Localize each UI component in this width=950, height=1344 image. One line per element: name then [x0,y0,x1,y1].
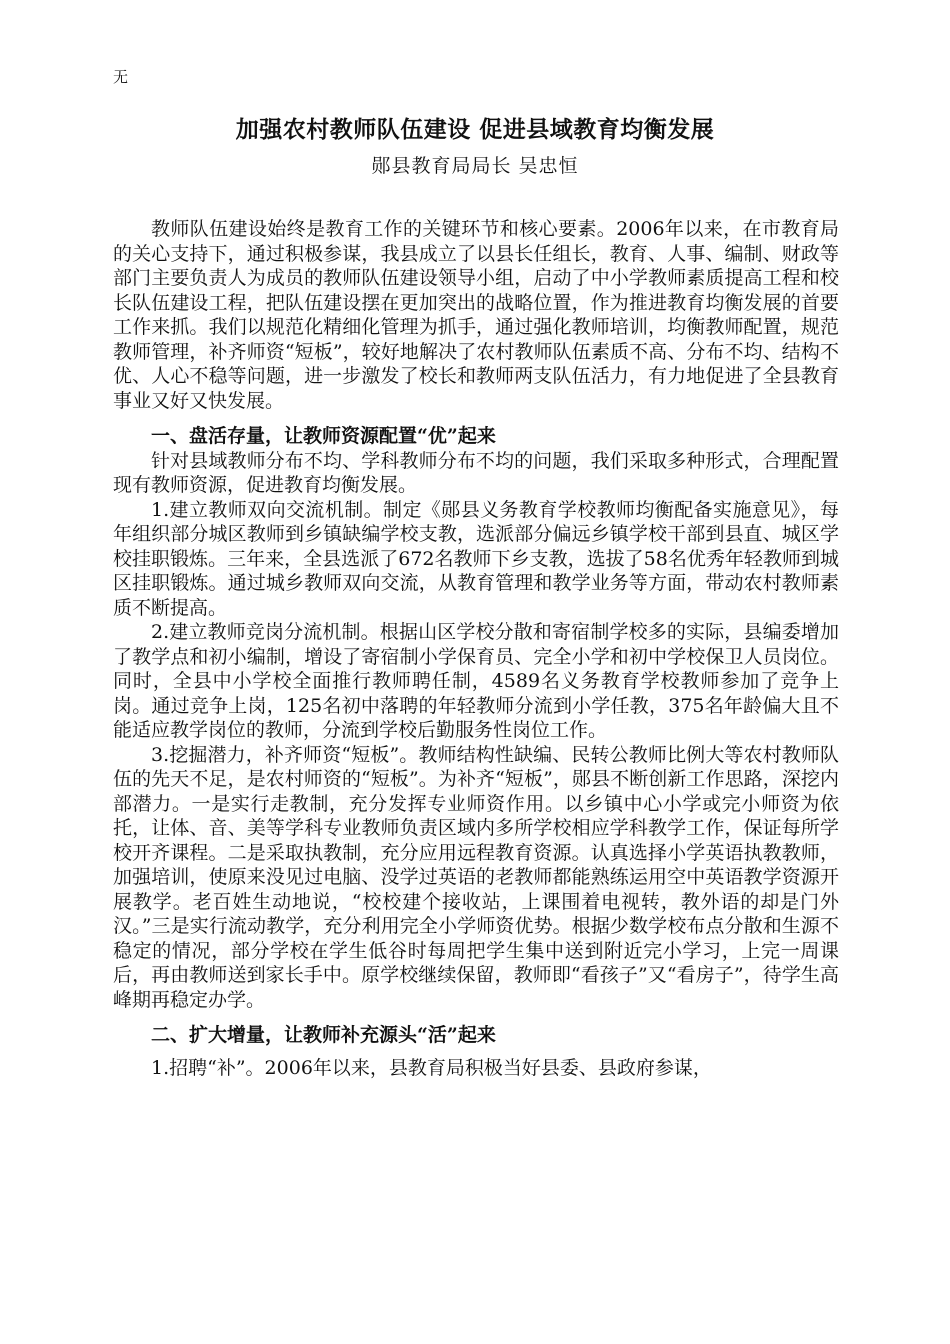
section-2-item-1: 1.招聘“补”。2006年以来，县教育局积极当好县委、县政府参谋， [151,1056,712,1079]
section-2-heading: 二、扩大增量，让教师补充源头“活”起来 [151,1024,496,1046]
article-body [113,217,839,1080]
author-byline: 郧县教育局局长 吴忠恒 [371,155,579,177]
section-1-item-2: 2.建立教师竞岗分流机制。根据山区学校分散和寄宿制学校多的实际，县编委增加了教学点和初小编制，增设了寄宿制小学保育员、完全小学和初中学校保卫人员岗位。同时，全县中小学校全面推行教师聘任制，4589名义务教育学校教师参加了竞争上岗。通过竞争上岗，125名初中落聘的年轻教师分流到小学任教，375名年龄偏大且不能适应教学岗位的教师，分流到学校后勤服务性岗位工作。 [113,621,839,741]
section-1-item-3: 3.挖掘潜力，补齐师资“短板”。教师结构性缺编、民转公教师比例大等农村教师队伍的先天不足，是农村师资的“短板”。为补齐“短板”，郧县不断创新工作思路，深挖内部潜力。一是实行走教制，充分发挥专业师资作用。以乡镇中心小学或完小师资为依托，让体、音、美等学科专业教师负责区域内多所学校相应学科教学工作，保证每所学校开齐课程。二是采取执教制，充分应用远程教育资源。认真选择小学英语执教教师，加强培训，使原来没见过电脑、没学过英语的老教师都能熟练运用空中英语教学资源开展教学。老百姓生动地说，“校校建个接收站，上课围着电视转，教外语的却是门外汉。”三是实行流动教学，充分利用完全小学师资优势。根据少数学校布点分散和生源不稳定的情况，部分学校在学生低谷时每周把学生集中送到附近完小学习，上完一周课后，再由教师送到家长手中。原学校继续保留，教师即“看孩子”又“看房子”，待学生高峰期再稳定办学。 [113,743,839,1011]
section-1-heading: 一、盘活存量，让教师资源配置“优”起来 [151,425,496,447]
header-mark: 无 [113,68,129,86]
section-1-item-1: 1.建立教师双向交流机制。制定《郧县义务教育学校教师均衡配备实施意见》，每年组织部分城区教师到乡镇缺编学校支教，选派部分偏远乡镇学校干部到县直、城区学校挂职锻炼。三年来，全县选派了672名教师下乡支教，选拔了58名优秀年轻教师到城区挂职锻炼。通过城乡教师双向交流，从教育管理和教学业务等方面，带动农村教师素质不断提高。 [113,498,839,619]
intro-paragraph: 教师队伍建设始终是教育工作的关键环节和核心要素。2006年以来，在市教育局的关心支持下，通过积极参谋，我县成立了以县长任组长，教育、人事、编制、财政等部门主要负责人为成员的教师队伍建设领导小组，启动了中小学教师素质提高工程和校长队伍建设工程，把队伍建设摆在更加突出的战略位置，作为推进教育均衡发展的首要工作来抓。我们以规范化精细化管理为抓手，通过强化教师培训，均衡教师配置，规范教师管理，补齐师资“短板”，较好地解决了农村教师队伍素质不高、分布不均、结构不优、人心不稳等问题，进一步激发了校长和教师两支队伍活力，有力地促进了全县教育事业又好又快发展。 [113,218,839,412]
article-title: 加强农村教师队伍建设 促进县域教育均衡发展 [235,116,715,143]
section-1-lead: 针对县域教师分布不均、学科教师分布不均的问题，我们采取多种形式，合理配置现有教师资源，促进教育均衡发展。 [113,449,839,496]
